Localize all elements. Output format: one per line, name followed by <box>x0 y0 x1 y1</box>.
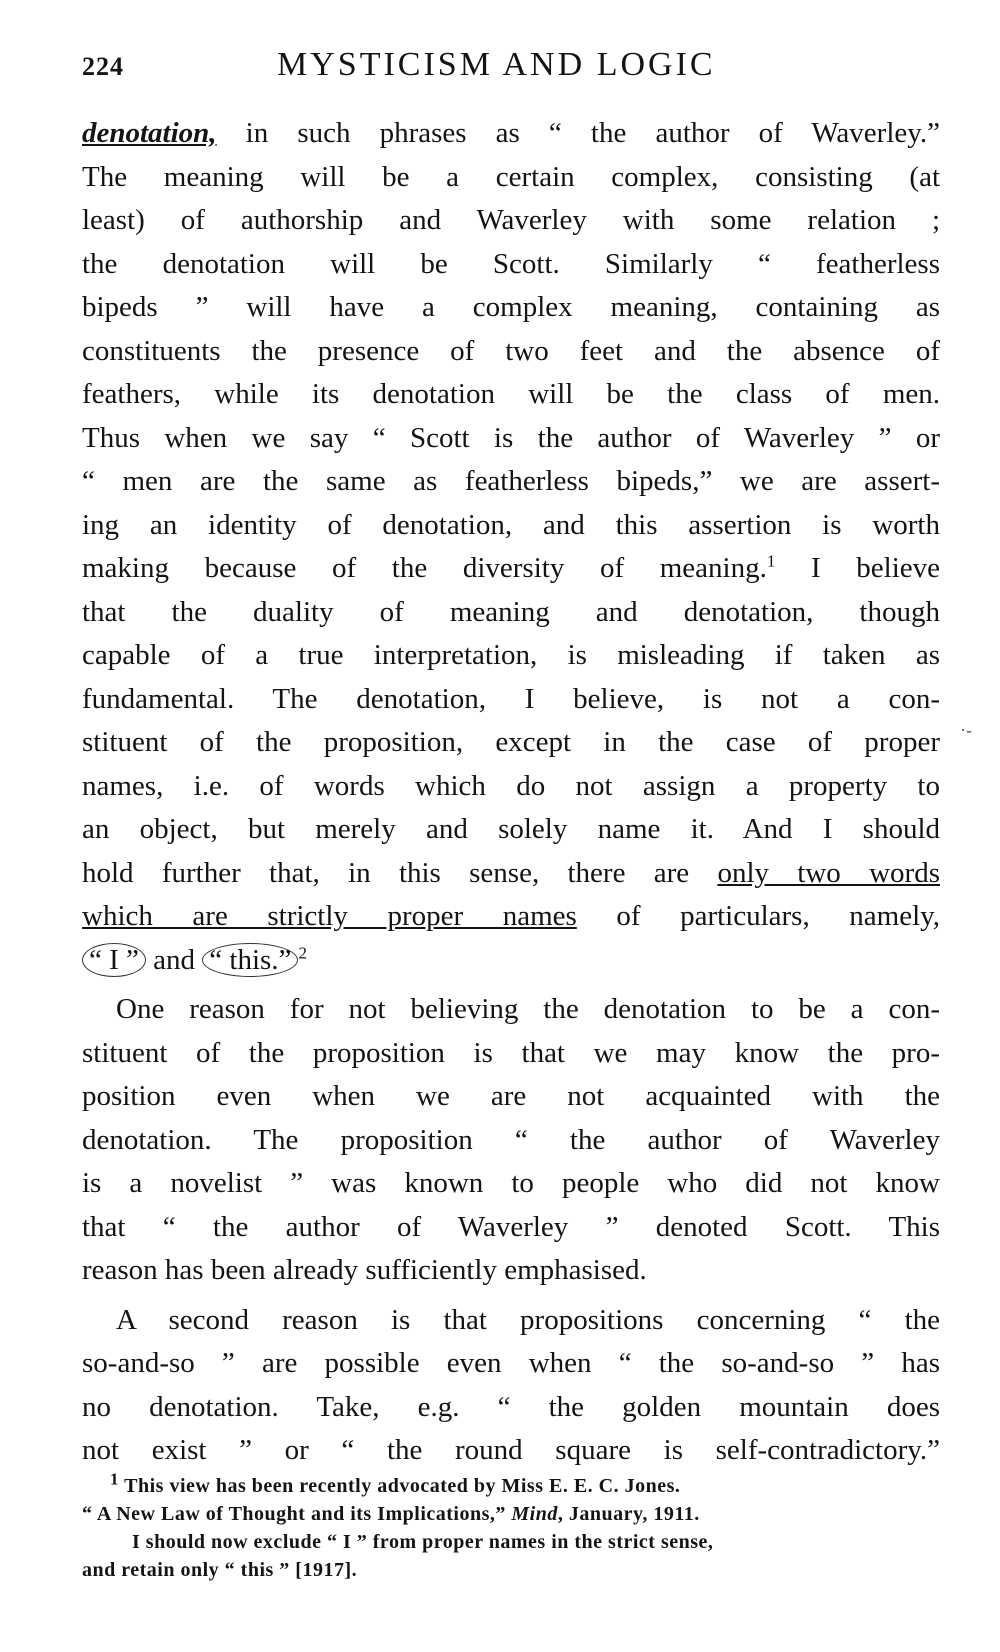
text-line <box>82 939 940 983</box>
journal-title: Mind <box>511 1503 558 1525</box>
margin-pencil-mark: ·- <box>960 720 972 740</box>
text-span: in such phrases as “ the author of Waverley.” <box>216 117 940 149</box>
page-header <box>82 46 942 90</box>
text-line: ing an identity of denotation, and this assertion is worth <box>82 508 940 541</box>
text-line: stituent of the proposition, except in the case of proper <box>82 726 940 758</box>
text-span: I believe <box>775 552 940 584</box>
footnote-mark-1: 1 <box>110 1469 119 1489</box>
text-line: capable of a true interpretation, is misleading if taken as <box>82 639 940 671</box>
text-span: hold further that, in this sense, there are <box>82 856 718 889</box>
text-line: reason has been already sufficiently emphasised. <box>82 1254 647 1286</box>
text-line: not exist ” or “ the round square is self-contradictory.” <box>82 1434 940 1466</box>
text-line: least) of authorship and Waverley with some relation ; <box>82 204 940 236</box>
paragraph-1 <box>82 112 940 982</box>
text-line: One reason for not believing the denotation to be a con- <box>116 993 940 1025</box>
circled-word: “ this.” <box>202 943 298 977</box>
footnote-text: This view has been recently advocated by Miss E. E. C. Jones. <box>119 1475 681 1497</box>
text-line: no denotation. Take, e.g. “ the golden mountain does <box>82 1390 940 1423</box>
text-line: that “ the author of Waverley ” denoted Scott. This <box>82 1210 940 1243</box>
text-line <box>82 547 940 591</box>
footnotes <box>82 1469 940 1584</box>
footnote-text: “ A New Law of Thought and its Implications,” <box>82 1503 512 1525</box>
footnote-ref-2[interactable]: 2 <box>298 942 307 962</box>
text-line: fundamental. The denotation, I believe, is not a con- <box>82 682 940 715</box>
text-line: denotation. The proposition “ the author of Waverley <box>82 1123 940 1156</box>
text-line <box>82 852 940 896</box>
text-line: bipeds ” will have a complex meaning, containing as <box>82 291 940 323</box>
running-title: MYSTICISM AND LOGIC <box>277 46 716 83</box>
underlined-phrase: only two words <box>717 856 940 889</box>
italic-term: denotation, <box>82 117 217 149</box>
text-span: making because of the diversity of meaning. <box>82 552 767 584</box>
text-line: Thus when we say “ Scott is the author of Waverley ” or <box>82 421 940 454</box>
footnote-text: , January, 1911. <box>557 1503 700 1525</box>
text-line: position even when we are not acquainted with the <box>82 1080 940 1112</box>
footnote-2: I should now exclude “ I ” from proper names in the strict sense, <box>132 1531 714 1553</box>
footnote-ref-1[interactable]: 1 <box>766 551 776 571</box>
page-number: 224 <box>82 52 124 81</box>
text-line: so-and-so ” are possible even when “ the so-and-so ” has <box>82 1347 940 1379</box>
text-line <box>82 112 940 156</box>
paragraph-3 <box>82 1299 940 1473</box>
main-text <box>82 112 940 1473</box>
paragraph-2 <box>82 988 940 1293</box>
text-line: “ men are the same as featherless bipeds,” we are assert- <box>82 465 940 497</box>
circled-word: “ I ” <box>82 943 146 977</box>
text-span: of particulars, namely, <box>576 900 940 932</box>
text-line: an object, but merely and solely name it. And I should <box>82 813 940 845</box>
text-line <box>82 895 940 939</box>
text-line: that the duality of meaning and denotation, though <box>82 595 940 628</box>
footnote-2-cont: and retain only “ this ” [1917]. <box>82 1559 358 1581</box>
text-line: feathers, while its denotation will be the class of men. <box>82 378 940 410</box>
footnote-1 <box>82 1469 940 1500</box>
underlined-phrase: which are strictly proper names <box>82 900 577 932</box>
text-line: the denotation will be Scott. Similarly “ featherless <box>82 247 940 280</box>
text-line: constituents the presence of two feet and the absence of <box>82 334 940 367</box>
footnote-1-cont <box>82 1500 940 1528</box>
text-line: A second reason is that propositions concerning “ the <box>116 1303 940 1336</box>
text-span: and <box>145 943 203 976</box>
text-line: is a novelist ” was known to people who did not know <box>82 1167 940 1199</box>
text-line: stituent of the proposition is that we may know the pro- <box>82 1036 940 1069</box>
text-line: names, i.e. of words which do not assign a property to <box>82 769 940 802</box>
text-line: The meaning will be a certain complex, consisting (at <box>82 160 940 193</box>
